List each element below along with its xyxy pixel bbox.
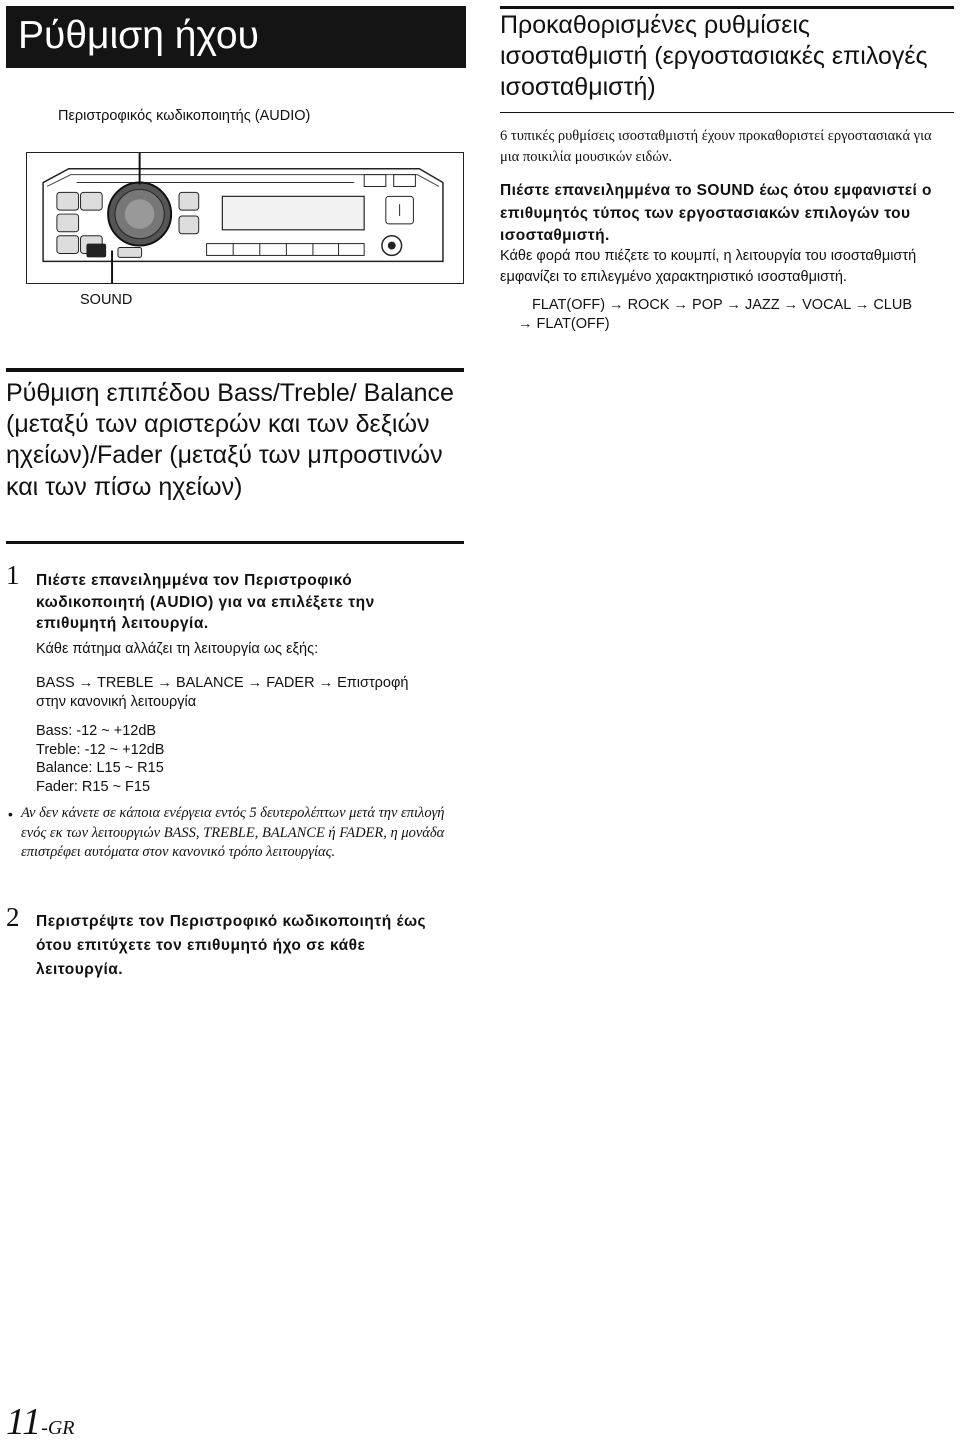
page-title: Ρύθμιση ήχου	[18, 14, 259, 57]
step-number: 1	[6, 560, 20, 590]
step-instruction: Πιέστε επανειλημμένα το SOUND έως ότου εμφανιστεί ο επιθυμητός τύπος των εργοστασιακών επιλογών του ισοσταθμιστή.	[500, 182, 932, 244]
page-number	[6, 1400, 75, 1444]
mode-sequence-continued: στην κανονική λειτουργία	[36, 694, 197, 710]
intro-text: 6 τυπικές ρυθμίσεις ισοσταθμιστή έχουν προκαθοριστεί εργοστασιακά για μια ποικιλία μουσικών ειδών.	[500, 128, 932, 165]
device-diagram	[26, 152, 464, 284]
range-item: Fader: R15 ~ F15	[36, 778, 151, 795]
eq-sequence: FLAT(OFF) → ROCK → POP → JAZZ → VOCAL → CLUB	[532, 297, 912, 313]
eq-sequence-continued: → FLAT(OFF)	[518, 316, 610, 332]
step-number: 2	[6, 902, 20, 932]
range-item: Bass: -12 ~ +12dB	[36, 723, 157, 739]
section-heading: Ρύθμιση επιπέδου Bass/Treble/ Balance (μεταξύ των αριστερών και των δεξιών ηχείων)/Fader (μεταξύ των μπροστινών και των πίσω ηχείων)	[6, 379, 454, 501]
page-number-value: 11	[6, 1401, 42, 1443]
section-heading: Προκαθορισμένες ρυθμίσεις ισοσταθμιστή (εργοστασιακές επιλογές ισοσταθμιστή)	[500, 11, 928, 102]
step-description: Κάθε φορά που πιέζετε το κουμπί, η λειτουργία του ισοσταθμιστή εμφανίζει το επιλεγμένο χαρακτηριστικό ισοσταθμιστή.	[500, 248, 917, 285]
section-rule	[6, 368, 464, 372]
range-item: Balance: L15 ~ R15	[36, 760, 164, 777]
section-rule	[500, 6, 954, 9]
head-unit-illustration	[27, 153, 463, 283]
note-bullet: •	[8, 806, 13, 822]
encoder-label: Περιστροφικός κωδικοποιητής (AUDIO)	[58, 108, 311, 124]
range-list	[36, 722, 164, 796]
sound-button-label: SOUND	[80, 292, 133, 308]
note-text: Αν δεν κάνετε σε κάποια ενέργεια εντός 5 δευτερολέπτων μετά την επιλογή ενός εκ των λειτουργιών BASS, TREBLE, BALANCE ή FADER, η μονάδα επιστρέφει αυτόματα στον κανονικό τρόπο λειτουργίας.	[21, 805, 445, 860]
section-rule	[500, 112, 954, 113]
step-description: Κάθε πάτημα αλλάζει τη λειτουργία ως εξής:	[36, 641, 319, 657]
range-item: Treble: -12 ~ +12dB	[36, 741, 165, 758]
step-instruction: Πιέστε επανειλημμένα τον Περιστροφικό κωδικοποιητή (AUDIO) για να επιλέξετε την επιθυμητή λειτουργία.	[36, 572, 375, 632]
mode-sequence: BASS → TREBLE → BALANCE → FADER → Επιστροφή	[36, 675, 409, 691]
page-number-suffix: -GR	[41, 1417, 75, 1439]
step-instruction: Περιστρέψτε τον Περιστροφικό κωδικοποιητή έως ότου επιτύχετε τον επιθυμητό ήχο σε κάθε λειτουργία.	[36, 913, 427, 978]
section-rule	[6, 541, 464, 544]
